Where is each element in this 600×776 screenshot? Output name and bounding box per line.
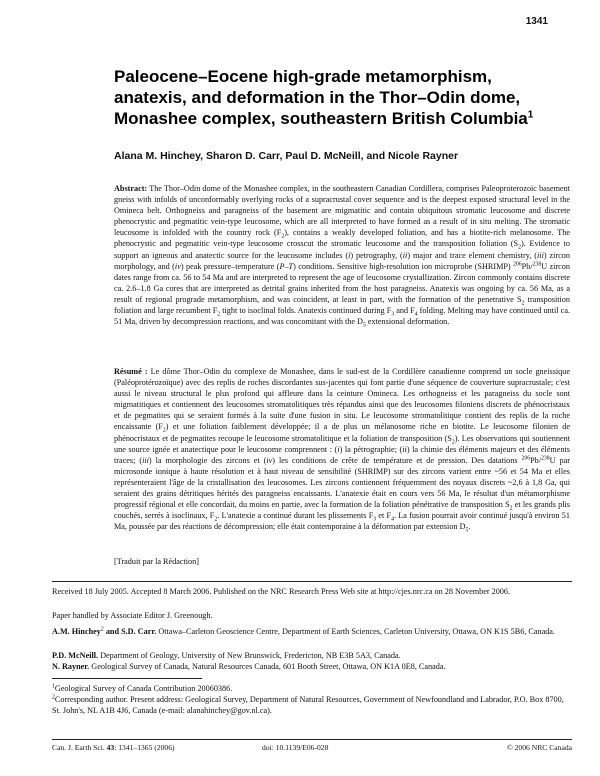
journal-volume: 43 [106,743,115,752]
abstract-text: ) conditions. Sensitive high-resolution ion microprobe (SHRIMP) [293,261,514,271]
subscript: 2 [518,245,521,252]
affiliation-text: Department of Geology, University of New Brunswick, Fredericton, NB E3B 5A3, Canada. [98,651,401,660]
abstract-label: Abstract: [114,184,148,193]
abstract-text: The Thor–Odin dome of the Monashee complex, in the southeastern Canadian Cordillera, comprises Paleoproterozoic basement gneiss with infolds of unconformably overlying rocks of a supracrustal cover sequence and is the deepest exposed structural level in the Omineca belt. Orthogneiss and paragneiss of the basement are migmatitic and contain ubiquitous stromatic leucosome and discrete phenocrystic and pegmatitic vein-type leucosome, which are all interpreted to have formed as a result of in situ melting. The stromatic leucosome is infolded with the country rock (F [114,184,570,238]
resume-text: ) la chimie des éléments majeurs et des éléments traces; ( [114,444,570,465]
received-dates: Received 18 July 2005. Accepted 8 March 2006. Published on the NRC Research Press Web site at http://cjes.nrc.ca on 28 November 2006. [52,587,511,596]
subscript: 4 [391,516,394,523]
resume-text: . La fusion pourrait avoir continué jusqu'à environ 51 Ma, poussée par des réactions de décompression; elle était contemporaine à la déformation par extension D [114,511,570,532]
journal-citation [52,743,175,752]
abstract-text: extensional deformation. [365,317,450,327]
resume-text: Pb/ [530,455,542,465]
divider-footnotes [52,678,202,679]
paper-title [114,66,574,129]
subscript: 2 [281,234,285,241]
abstract-text: Pb/ [521,261,533,271]
roman-numeral: ii [402,250,408,260]
abstract-text: ) peak pressure–temperature ( [180,261,280,271]
subscript: 2 [521,300,525,307]
affiliation-and: and [103,627,122,636]
subscript: 5 [465,527,469,534]
footnote-text: Corresponding author. Present address: Geological Survey, Department of Natural Resources, Government of Newfoundland and Labrador, P.O. Box 8700, St. John's, NL A1B 4J6, Canada (e-mail: alanahinchey@gov.nl.ca). [52,695,564,715]
title-footnote-mark: 1 [527,109,534,121]
resume-text: ) la morphologie des zircons et ( [148,455,267,465]
page-number: 1341 [525,16,548,27]
superscript: 238 [532,260,542,267]
subscript: 2 [214,516,218,523]
abstract-text: U zircon dates range from ca. 56 to 54 Ma and are interpreted to represent the age of leucosome crystallization. Zircon commonly contains discrete ca. 2.6–1.8 Ga cores that are interpreted as detrital grains inherited from the host paragneiss. Anatexis was ongoing by ca. 56 Ma, as a result of regional prograde metamorphism, and was coincident, at least in part, with the formation of the penetrative S [114,261,570,304]
footnote-mark: 1 [52,683,55,690]
affiliation-text: Ottawa–Carleton Geoscience Centre, Department of Earth Sciences, Carleton University, Ottawa, ON K1S 5B6, Canada. [156,627,555,636]
footnote-mark: 2 [100,626,104,633]
abstract-text: ) petrography, ( [350,250,403,260]
affiliation-names: P.D. McNeill. [52,651,99,660]
footnote-mark: 2 [52,694,55,701]
doi: doi: 10.1139/E06-028 [262,743,329,752]
roman-numeral: iii [537,250,544,260]
subscript: 2 [162,428,166,435]
abstract-text: ) major and trace element chemistry, ( [407,250,538,260]
abstract-text: and F [394,306,415,316]
roman-numeral: iv [174,261,181,271]
translation-note: [Traduit par la Rédaction] [114,557,199,566]
roman-numeral: iv [266,455,273,465]
subscript: 3 [373,516,377,523]
subscript: 2 [451,439,455,446]
subscript: 2 [509,505,513,512]
resume-text: . L'anatexie a continué durant les plissements F [217,511,374,521]
abstract-text: transposition foliation and large recumbent F [114,294,570,316]
superscript: 206 [513,260,522,267]
journal-pages: : 1341–1365 (2006) [114,743,175,752]
subscript: 4 [414,311,418,318]
author-list: Alana M. Hinchey, Sharon D. Carr, Paul D. McNeill, and Nicole Rayner [114,150,459,162]
affiliation-names: S.D. Carr. [121,627,157,636]
abstract-text: tight to isoclinal folds. Anatexis continued during F [220,306,392,316]
resume-text: . [468,522,471,532]
resume [114,366,570,532]
resume-text: et les grands plis couchés, serrés à isoclinaux, F [114,500,570,521]
resume-text: ) et une foliation faiblement développée; il a de plus un mélanosome riche en biotite. Le leucosome filonien de phénocristaux et de pegmatites recoupe le leucosome stromatolitique et la foliation de transposition (S [114,422,570,443]
title-line-3: Monashee complex, southeastern British Columbia [114,109,528,128]
affiliation-names: N. Rayner. [52,662,90,671]
footnote-2 [52,694,572,716]
copyright: © 2006 NRC Canada [506,743,572,752]
divider-bottom [52,739,572,740]
resume-text: ) les conditions de crête de température et de pression. Des datations [272,455,522,465]
abstract-text: ). Evidence to support an igneous and anatectic source for the leucosome includes ( [114,239,570,260]
superscript: 206 [521,455,531,462]
divider-top [52,581,572,582]
roman-numeral: ii [402,444,407,454]
abstract-text: ) zircon morphology, and ( [114,250,570,271]
footnote-1 [52,683,572,694]
pt-symbol: P–T [279,261,294,271]
roman-numeral: i [348,250,351,260]
abstract-text: ), contains a weakly developed foliation, and has a biotite-rich melanosome. The phenocrystic and pegmatitic vein-type leucosome crosscut the stromatic leucosome and the transposition foliation (S [114,228,570,249]
resume-text: U par microsonde ionique à haute résolution et à haut niveau de sensibilité (SHRIMP) sur des zircons varient entre ~56 et 54 Ma et elles représenteraient l'âge de la cristallisation des leucosomes. Les zircons contiennent fréquemment des noyaux discrets ~2,6 à 1,8 Ga, qui seraient des grains détritiques hérités des paragneiss encaissants. L'anatexie était en cours vers 56 Ma, le résultat d'un métamorphisme progressif régional et elle concordait, du moins en partie, avec la formation de la foliation pénétrative de transposition S [114,455,571,510]
title-line-1: Paleocene–Eocene high-grade metamorphism, [114,67,492,86]
resume-text: Le dôme Thor–Odin du complexe de Monashee, dans le sud-est de la Cordillère canadienne comprend un socle gneissique (Paléoprotérozoïque) avec des replis de roches discordantes sus-jacentes qui font partie d'une séquence de couverture supracrustale; c'est aussi le niveau structural le plus profond qui affleure dans la ceinture Omineca. Les orthogneiss et les paragneiss du socle sont migmatitiques et contiennent des leucosomes stromatolitiques très répandus ainsi que des leucosomes filoniens discrets de phénocristaux et de pegmatites qui se seraient formés à la suite d'une fusion in situ. Le leucosome stromatolitique contient des replis de la roche encaissante (F [114,367,571,432]
abstract [114,183,570,327]
resume-text: et F [376,511,392,521]
resume-text: ) la pétrographie; ( [339,444,403,454]
abstract-text: folding. Melting may have continued until ca. 51 Ma, driven by decompression reactions, and was concomitant with the D [114,306,570,327]
affiliation-names: A.M. Hinchey [52,627,101,636]
subscript: 2 [217,311,221,318]
affiliation-1 [52,626,572,637]
subscript: 5 [362,322,366,329]
affiliation-3 [52,661,572,672]
editor-note: Paper handled by Associate Editor J. Greenough. [52,611,213,620]
affiliation-text: Geological Survey of Canada, Natural Resources Canada, 601 Booth Street, Ottawa, ON K1A 0E8, Canada. [89,662,446,671]
roman-numeral: iii [142,455,149,465]
resume-label: Résumé : [114,367,148,376]
title-line-2: anatexis, and deformation in the Thor–Odin dome, [114,88,521,107]
journal-name: Can. J. Earth Sci. [52,743,107,752]
superscript: 238 [541,455,550,462]
roman-numeral: i [337,444,340,454]
footnote-text: Geological Survey of Canada Contribution 20060386. [54,684,233,693]
subscript: 3 [391,311,395,318]
affiliation-2 [52,650,572,661]
resume-text: ). Les observations qui soutiennent une source ignée et anatectique pour le leucosome comprennent : ( [114,433,570,454]
